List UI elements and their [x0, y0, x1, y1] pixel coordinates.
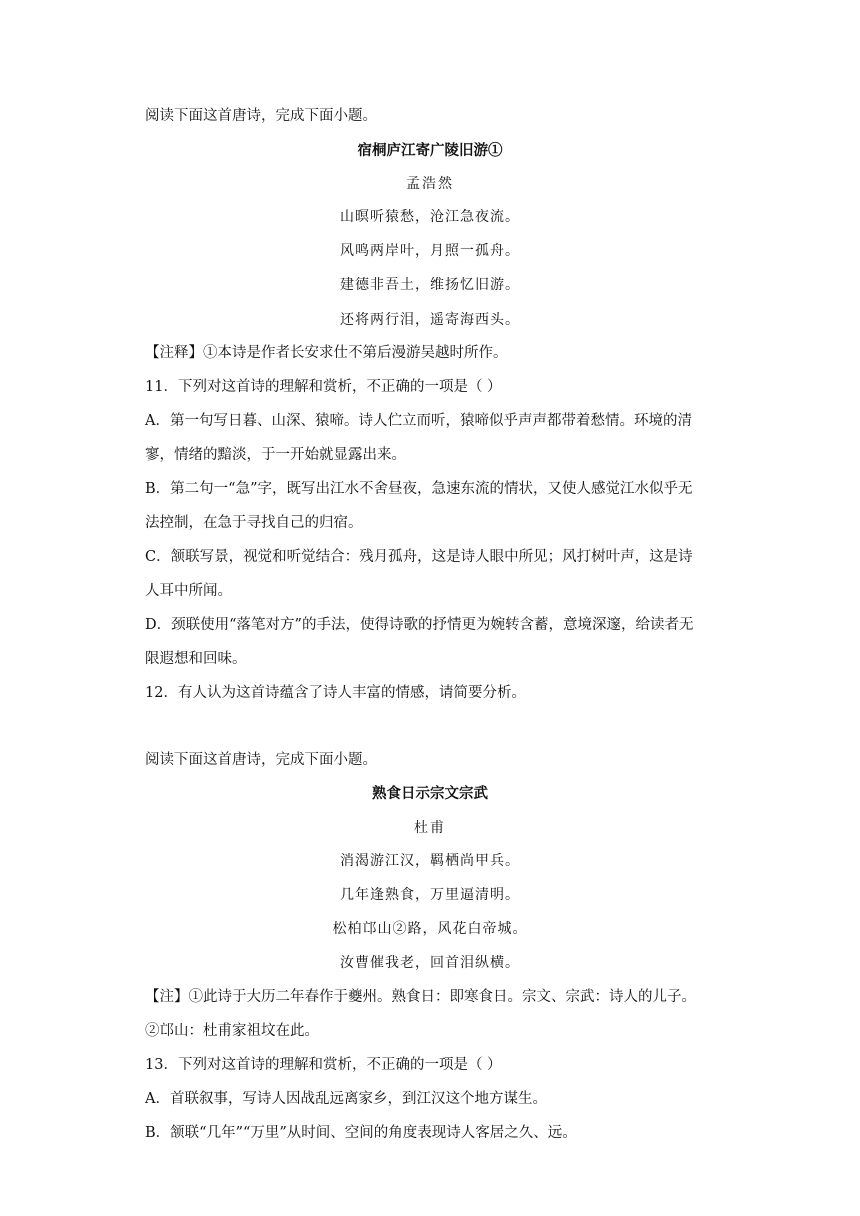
passage1-note: 【注释】①本诗是作者长安求仕不第后漫游吴越时所作。 [145, 345, 508, 361]
question-11-option-b-line-1: B．第二句一“急”字，既写出江水不舍昼夜，急速东流的情状，又使人感觉江水似乎无 [145, 481, 693, 497]
passage2-poem-line-2: 几年逢熟食，万里逼清明。 [340, 887, 520, 903]
passage1-poem-line-3: 建德非吾土，维扬忆旧游。 [340, 277, 520, 293]
passage2-poem-line-4: 汝曹催我老，回首泪纵横。 [340, 955, 520, 971]
passage1-poem-title: 宿桐庐江寄广陵旧游① [357, 142, 503, 159]
passage2-poem-line-1: 消渴游江汉，羁栖尚甲兵。 [340, 853, 520, 869]
passage2-intro: 阅读下面这首唐诗，完成下面小题。 [145, 752, 377, 768]
question-11-stem: 11．下列对这首诗的理解和赏析，不正确的一项是（ ） [145, 379, 502, 395]
question-11-option-d-line-2: 限遐想和回味。 [145, 651, 247, 667]
passage1-poem-author: 孟浩然 [406, 176, 454, 192]
question-11-option-b-line-2: 法控制，在急于寻找自己的归宿。 [145, 515, 363, 531]
passage2-note-line-2: ②邙山：杜甫家祖坟在此。 [145, 1023, 319, 1039]
question-11-option-a-line-1: A．第一句写日暮、山深、猿啼。诗人伫立而听，猿啼似乎声声都带着愁情。环境的清 [145, 413, 692, 429]
passage2-poem-line-3: 松柏邙山②路，风花白帝城。 [332, 921, 528, 937]
question-13-option-b: B．颔联“几年”“万里”从时间、空间的角度表现诗人客居之久、远。 [145, 1125, 577, 1141]
passage1-intro: 阅读下面这首唐诗，完成下面小题。 [145, 108, 377, 124]
question-12: 12．有人认为这首诗蕴含了诗人丰富的情感，请简要分析。 [145, 685, 526, 701]
question-13-option-a: A．首联叙事，写诗人因战乱远离家乡，到江汉这个地方谋生。 [145, 1091, 547, 1107]
question-11-option-d-line-1: D．颈联使用“落笔对方”的手法，使得诗歌的抒情更为婉转含蓄，意境深邃，给读者无 [145, 617, 694, 633]
question-11-option-c-line-2: 人耳中所闻。 [145, 583, 232, 599]
passage1-poem-line-2: 风鸣两岸叶，月照一孤舟。 [340, 243, 520, 259]
question-11-option-a-line-2: 寥，情绪的黯淡，于一开始就显露出来。 [145, 447, 406, 463]
passage2-poem-title: 熟食日示宗文宗武 [372, 785, 488, 802]
passage1-poem-line-1: 山暝听猿愁，沧江急夜流。 [340, 209, 520, 225]
passage2-note-line-1: 【注】①此诗于大历二年春作于夔州。熟食日：即寒食日。宗文、宗武：诗人的儿子。 [145, 989, 696, 1005]
passage2-poem-author: 杜甫 [414, 820, 446, 836]
question-13-stem: 13．下列对这首诗的理解和赏析，不正确的一项是（ ） [145, 1057, 502, 1073]
passage1-poem-line-4: 还将两行泪，遥寄海西头。 [340, 312, 520, 328]
question-11-option-c-line-1: C．颔联写景，视觉和听觉结合：残月孤舟，这是诗人眼中所见；风打树叶声，这是诗 [145, 549, 693, 565]
